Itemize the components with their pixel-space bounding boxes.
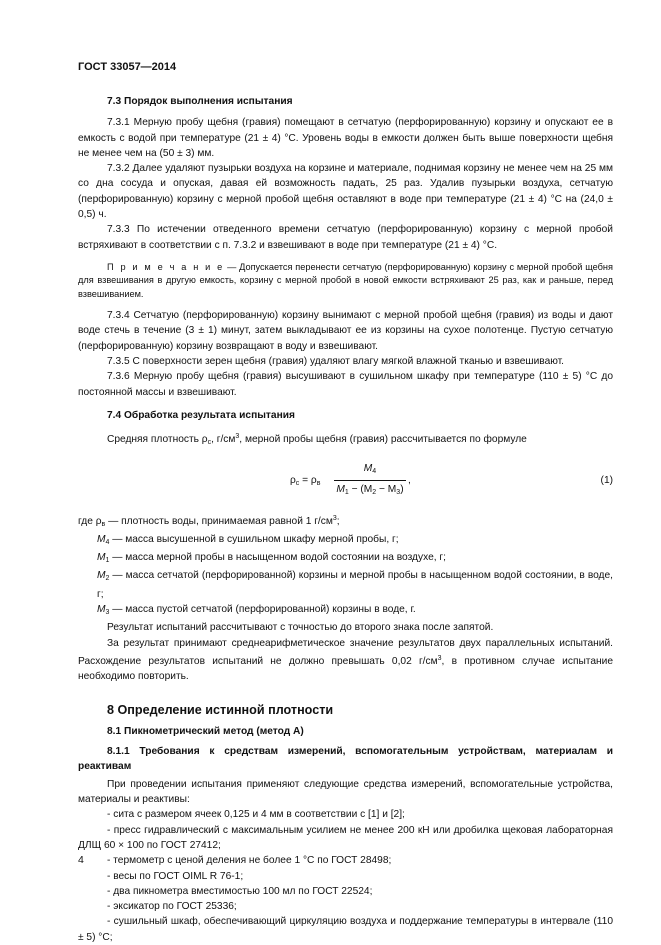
document-body (78, 94, 613, 945)
para-7-3-1: 7.3.1 Мерную пробу щебня (гравия) помещают в сетчатую (перфорированную) корзину и опускают ее в емкость с водой при температуре (21 ± 4) °С. Уровень воды в емкости должен быть выше поверхности щебня не менее чем на (50 ± 3) мм. (78, 117, 613, 159)
def-symbol-sub: в (101, 520, 106, 528)
def-text: — масса сетчатой (перфорированной) корзины и мерной пробы в насыщенном водой состоянии, в воде, г; (97, 570, 613, 600)
def-symbol-sub: 4 (105, 538, 110, 546)
def-symbol: M (97, 533, 106, 545)
note-label: П р и м е ч а н и е (107, 261, 225, 272)
def-symbol: M (97, 552, 106, 564)
formula-number: (1) (600, 474, 613, 486)
note-text: — Допускается перенести сетчатую (перфорированную) корзину с мерной пробой щебня для взвешивания в другую емкость, корзину с мерной пробой в новой емкости встряхивают 25 раз, как и раньше, перед взвешиванием. (78, 261, 613, 299)
para-7-3-3: 7.3.3 По истечении отведенного времени сетчатую (перфорированную) корзину с мерной пробой встряхивают в соответствии с п. 7.3.2 и взвешивают в воде при температуре (21 ± 4) °С. (78, 224, 613, 251)
formula-m1: M (336, 483, 345, 495)
formula-rho-w-sub: в (316, 479, 321, 487)
section-7-4-title: 7.4 Обработка результата испытания (107, 409, 295, 421)
formula-eq-rho-w: = ρ (299, 474, 317, 486)
formula-intro (78, 429, 613, 450)
formula-rho-c: ρ (290, 474, 296, 486)
def-symbol: M (97, 604, 106, 616)
formula-1 (78, 459, 613, 507)
def-symbol-sub: 1 (105, 557, 110, 565)
def-text: — плотность воды, принимаемая равной 1 г/см (105, 515, 333, 527)
section-8-1-title: 8.1 Пикнометрический метод (метод А) (107, 725, 304, 737)
note-7-3 (78, 261, 613, 301)
formula-m2-sub: 2 (372, 488, 377, 496)
def-symbol-sub: 2 (105, 575, 110, 583)
para-8-1-1-intro: При проведении испытания применяют следующие средства измерений, вспомогательные устройства, материалы и реактивы: (78, 778, 613, 806)
intro-text-a: Средняя плотность ρ (107, 434, 208, 446)
list-item: - термометр с ценой деления не более 1 °С по ГОСТ 28498; (107, 855, 392, 867)
para-precision: Результат испытаний рассчитывают с точностью до второго знака после запятой. (107, 622, 494, 634)
section-8-title: 8 Определение истинной плотности (107, 702, 334, 717)
result-text-a: За результат принимают среднеарифметическое значение результатов двух параллельных испытаний. Расхождение результатов испытаний не должно превышать 0,02 г/см (78, 637, 613, 667)
para-7-3-4: 7.3.4 Сетчатую (перфорированную) корзину вынимают с мерной пробой щебня (гравия) из воды и дают воде стечь в течение (3 ± 1) минут, затем выкладывают ее из корзины на сухое полотенце. Пустую сетчатую (перфорированную) корзину возвращают в воду и взвешивают. (78, 310, 613, 352)
formula-m4-sub: 4 (372, 467, 377, 475)
def-sup: 3 (332, 514, 337, 522)
page-number: 4 (78, 854, 84, 866)
def-tail: ; (336, 515, 340, 527)
para-7-3-2: 7.3.2 Далее удаляют пузырьки воздуха на корзине и материале, поднимая корзину не менее чем на 25 мм со дна сосуда и опуская, давая ей возможность падать, 25 раз. Удалив пузырьки воздуха, сетчатую (перфорированную) корзину с мерной пробой щебня оставляют в воде при температуре (21 ± 4) °С на (24,0 ± 0,5) ч. (78, 163, 613, 221)
formula-denominator (334, 481, 406, 500)
formula-m1-sub: 1 (344, 488, 349, 496)
para-7-3-6: 7.3.6 Мерную пробу щебня (гравия) высушивают в сушильном шкафу при температуре (110 ± 5) °С до постоянной массы и взвешивают. (78, 371, 613, 398)
definition-row (78, 602, 613, 620)
formula-fraction (334, 461, 406, 501)
formula-m3: − M (376, 483, 397, 495)
def-text: — масса мерной пробы в насыщенном водой состоянии на воздухе, г; (109, 552, 446, 564)
intro-text-b: , г/см (211, 434, 236, 446)
intro-sup: 3 (235, 433, 240, 441)
list-item: - эксикатор по ГОСТ 25336; (107, 901, 237, 913)
result-text-b: , в противном случае испытание необходимо повторить. (78, 655, 613, 683)
def-symbol: M (97, 570, 106, 582)
formula-definitions (78, 511, 613, 621)
formula-comma: , (408, 474, 411, 486)
formula-m2: − (M (348, 483, 373, 495)
def-text: — масса пустой сетчатой (перфорированной) корзины в воде, г. (109, 604, 416, 616)
section-7-3-title: 7.3 Порядок выполнения испытания (107, 96, 293, 107)
definition-row (78, 511, 613, 532)
formula-m4: M (363, 462, 373, 474)
section-8-1-1-title: 8.1.1 Требования к средствам измерений, вспомогательным устройствам, материалам и реактивам (78, 746, 613, 773)
document-id-header: ГОСТ 33057—2014 (78, 61, 177, 73)
def-symbol: ρ (95, 515, 102, 527)
formula-numerator (334, 461, 406, 481)
formula-m3-sub: 3 (396, 488, 401, 496)
definition-row (78, 532, 613, 550)
formula-lhs (290, 473, 320, 491)
list-item: - пресс гидравлический с максимальным усилием не менее 200 кН или дробилка щековая лабораторная ДЛЩ 60 × 100 по ГОСТ 27412; (78, 824, 613, 851)
where-label: где (78, 515, 93, 527)
list-item: - сита с размером ячеек 0,125 и 4 мм в соответствии с [1] и [2]; (107, 809, 405, 821)
para-7-3-5: 7.3.5 С поверхности зерен щебня (гравия) удаляют влагу мягкой влажной тканью и взвешивают. (107, 356, 565, 368)
list-item: - два пикнометра вместимостью 100 мл по ГОСТ 22524; (107, 885, 373, 897)
def-text: — масса высушенной в сушильном шкафу мерной пробы, г; (109, 533, 399, 545)
definition-row (78, 550, 613, 568)
intro-text-c: , мерной пробы щебня (гравия) рассчитывается по формуле (239, 434, 527, 446)
formula-rho-c-sub: с (295, 479, 300, 487)
list-item: - весы по ГОСТ OIML R 76-1; (107, 870, 244, 882)
para-result (78, 636, 613, 685)
result-sup: 3 (437, 654, 442, 662)
list-item: - сушильный шкаф, обеспечивающий циркуляцию воздуха и поддержание температуры в интервале (110 ± 5) °С; (78, 916, 613, 943)
formula-close-paren: ) (400, 483, 404, 495)
definition-row (78, 568, 613, 602)
def-symbol-sub: 3 (105, 609, 110, 617)
intro-sub: с (207, 439, 212, 447)
